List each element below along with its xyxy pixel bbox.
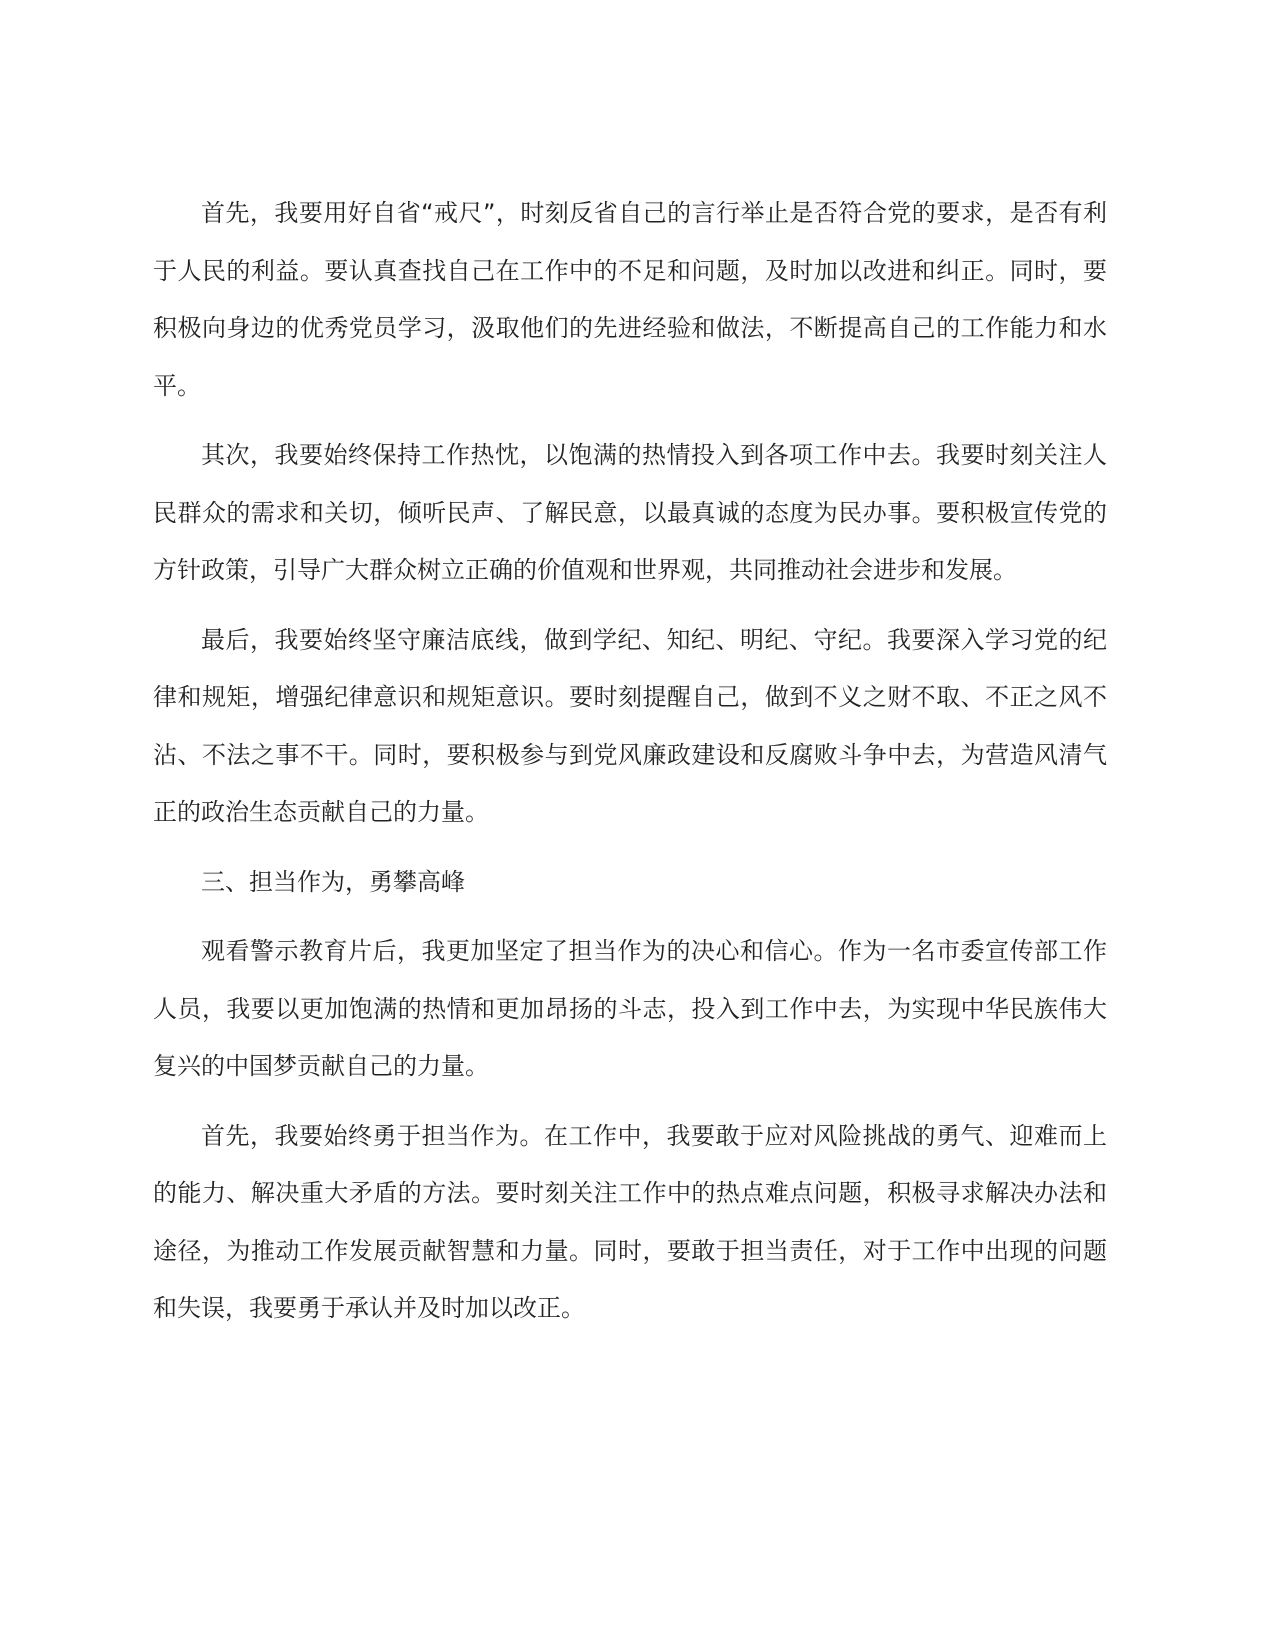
paragraph-self-reflection: 首先，我要用好自省“戒尺”，时刻反省自己的言行举止是否符合党的要求，是否有利于人民的利益。要认真查找自己在工作中的不足和问题，及时加以改进和纠正。同时，要积极向身边的优秀党员学习，汲取他们的先进经验和做法，不断提高自己的工作能力和水平。: [153, 199, 1107, 400]
document-body: [153, 185, 1107, 1338]
paragraph-work-enthusiasm: 其次，我要始终保持工作热忱，以饱满的热情投入到各项工作中去。我要时刻关注人民群众的需求和关切，倾听民声、了解民意，以最真诚的态度为民办事。要积极宣传党的方针政策，引导广大群众树立正确的价值观和世界观，共同推动社会进步和发展。: [153, 441, 1107, 584]
section-heading: 三、担当作为，勇攀高峰: [201, 867, 465, 896]
paragraph-take-responsibility: 首先，我要始终勇于担当作为。在工作中，我要敢于应对风险挑战的勇气、迎难而上的能力、解决重大矛盾的方法。要时刻关注工作中的热点难点问题，积极寻求解决办法和途径，为推动工作发展贡献智慧和力量。同时，要敢于担当责任，对于工作中出现的问题和失误，我要勇于承认并及时加以改正。: [153, 1121, 1107, 1322]
paragraph-integrity: 最后，我要始终坚守廉洁底线，做到学纪、知纪、明纪、守纪。我要深入学习党的纪律和规矩，增强纪律意识和规矩意识。要时刻提醒自己，做到不义之财不取、不正之风不沾、不法之事不干。同时，要积极参与到党风廉政建设和反腐败斗争中去，为营造风清气正的政治生态贡献自己的力量。: [153, 625, 1107, 826]
paragraph-determination: 观看警示教育片后，我更加坚定了担当作为的决心和信心。作为一名市委宣传部工作人员，我要以更加饱满的热情和更加昂扬的斗志，投入到工作中去，为实现中华民族伟大复兴的中国梦贡献自己的力量。: [153, 937, 1107, 1080]
